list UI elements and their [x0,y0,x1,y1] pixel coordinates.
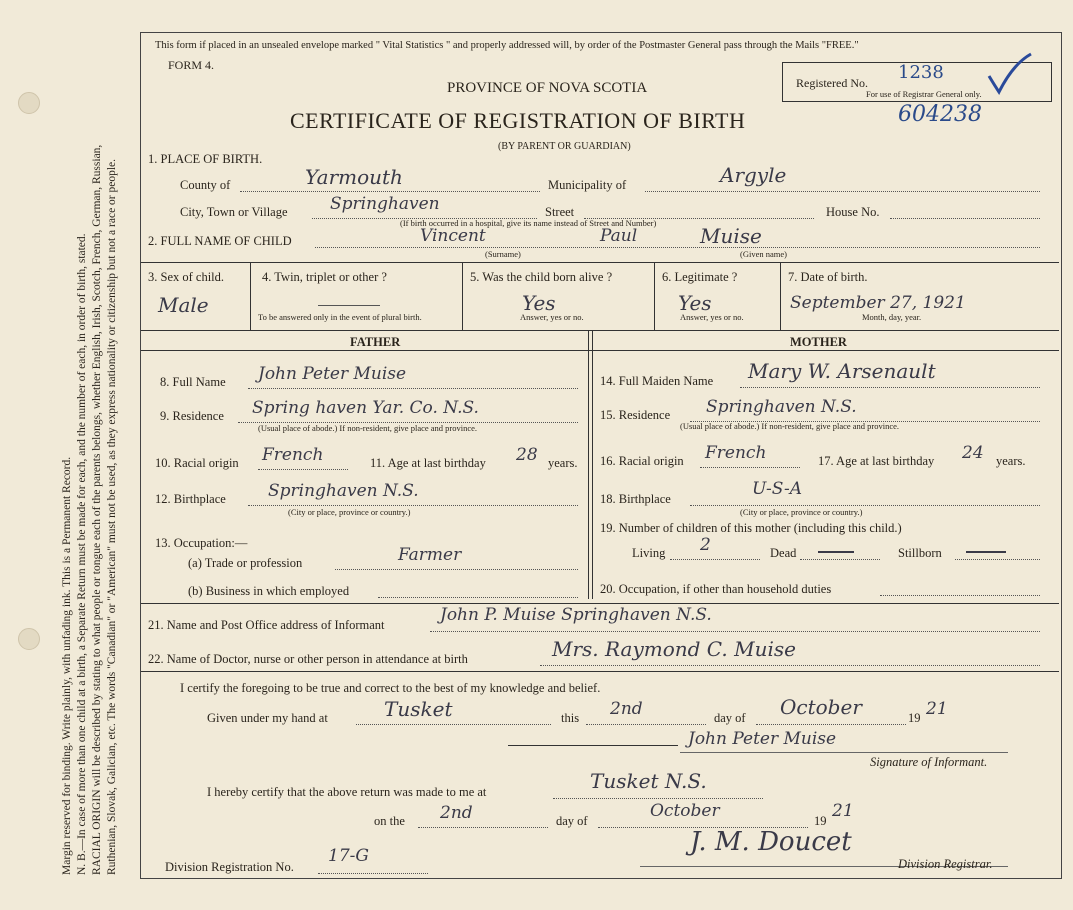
children-count-label: 19. Number of children of this mother (including this child.) [600,521,902,535]
trade-value: Farmer [398,545,462,565]
father-birthplace-label: 12. Birthplace [155,492,226,506]
registrar-signature: J. M. Doucet [690,827,852,857]
child-name-label: 2. FULL NAME OF CHILD [148,234,292,248]
margin-note-racial-2: Ruthenian, Slovak, Galician, etc. The words "Canadian" or "American" must not be used, as they express nationality or citizenship but not a race or people. [106,158,118,875]
city-value: Springhaven [330,194,440,214]
mother-racial-value: French [705,443,767,463]
registered-label: Registered No. [796,76,868,90]
date-value: September 27, 1921 [790,293,966,313]
county-value: Yarmouth [305,165,403,189]
year2-prefix: 19 [814,814,827,828]
child-name-first: Vincent [420,226,486,246]
hospital-note: (If birth occurred in a hospital, give its name instead of Street and Number) [400,218,657,228]
registered-number: 1238 [898,62,944,83]
sex-label: 3. Sex of child. [148,270,225,284]
informant-label: 21. Name and Post Office address of Informant [148,618,385,632]
informant-signature: John Peter Muise [688,729,837,749]
trade-label: (a) Trade or profession [188,556,303,570]
check-mark-icon [985,50,1035,101]
mother-heading: MOTHER [790,335,847,349]
living-label: Living [632,546,666,560]
signature-informant-label: Signature of Informant. [870,755,988,769]
day-of-label-2: day of [556,814,588,828]
province-heading: PROVINCE OF NOVA SCOTIA [447,80,648,96]
postal-notice: This form if placed in an unsealed envelope marked " Vital Statistics " and properly addressed will, by order of the Postmaster General pass through the Mails "FREE." [155,40,859,51]
place-of-birth-label: 1. PLACE OF BIRTH. [148,152,263,166]
informant-value: John P. Muise Springhaven N.S. [440,605,712,625]
child-name-middle: Paul [600,226,638,246]
doctor-label: 22. Name of Doctor, nurse or other person in attendance at birth [148,652,468,666]
given-place-value: Tusket [384,697,453,721]
father-birthplace-value: Springhaven N.S. [268,481,419,501]
municipality-label: Municipality of [548,178,627,192]
given-name-note: (Given name) [740,249,787,259]
division-registrar-label: Division Registrar. [898,857,993,871]
mother-residence-label: 15. Residence [600,408,671,422]
year2-value: 21 [832,801,854,821]
father-heading: FATHER [350,335,401,349]
certificate-subtitle: (BY PARENT OR GUARDIAN) [498,141,631,152]
binding-hole [18,628,40,650]
mother-birthplace-note: (City or place, province or country.) [740,507,863,517]
county-label: County of [180,178,231,192]
month2-value: October [650,801,720,821]
division-reg-label: Division Registration No. [165,860,294,874]
month-value: October [780,695,862,719]
date-note: Month, day, year. [862,312,922,322]
father-residence-label: 9. Residence [160,409,224,423]
alive-note: Answer, yes or no. [520,312,584,322]
father-years-label: years. [548,456,578,470]
on-the-label: on the [374,814,405,828]
alive-label: 5. Was the child born alive ? [470,270,613,284]
margin-note-racial: RACIAL ORIGIN will be described by stating to what people or tongue each of the parents belongs, whether English, Irish, Scotch, French, German, Russian, [91,144,103,875]
registered-note: For use of Registrar General only. [866,89,982,99]
mother-racial-label: 16. Racial origin [600,454,684,468]
doctor-value: Mrs. Raymond C. Muise [552,637,796,661]
alive-value: Yes [522,291,556,315]
given-under-hand-label: Given under my hand at [207,711,328,725]
form-number: FORM 4. [168,58,215,72]
twin-label: 4. Twin, triplet or other ? [262,270,387,284]
margin-note-nb: N. B.—In case of more than one child at a birth, a Separate Return must be made for each, and the number of each, in order of birth, stated. [76,233,88,875]
mother-birthplace-value: U-S-A [752,479,803,499]
sex-value: Male [158,293,209,317]
place2-value: Tusket N.S. [590,769,707,793]
day-of-label: day of [714,711,746,725]
mother-occupation-label: 20. Occupation, if other than household duties [600,582,832,596]
mother-residence-value: Springhaven N.S. [706,397,857,417]
binding-hole [18,92,40,114]
registry-number-handwritten: 604238 [898,102,982,127]
hereby-certify-label: I hereby certify that the above return was made to me at [207,785,487,799]
certify-statement: I certify the foregoing to be true and correct to the best of my knowledge and belief. [180,681,601,695]
year-prefix: 19 [908,711,921,725]
mother-name-label: 14. Full Maiden Name [600,374,714,388]
city-town-village-label: City, Town or Village [180,205,288,219]
municipality-value: Argyle [720,163,787,187]
twin-note: To be answered only in the event of plural birth. [258,312,422,322]
father-age-value: 28 [516,445,538,465]
mother-birthplace-label: 18. Birthplace [600,492,671,506]
child-surname: Muise [700,224,762,248]
house-no-label: House No. [826,205,880,219]
legitimate-note: Answer, yes or no. [680,312,744,322]
mother-residence-note: (Usual place of abode.) If non-resident, give place and province. [680,421,900,431]
margin-notes [60,145,120,875]
date-label: 7. Date of birth. [788,270,868,284]
father-residence-value: Spring haven Yar. Co. N.S. [252,398,479,418]
father-age-label: 11. Age at last birthday [370,456,486,470]
business-label: (b) Business in which employed [188,584,350,598]
mother-name-value: Mary W. Arsenault [748,359,936,383]
dead-label: Dead [770,546,797,560]
this-label: this [561,711,580,725]
year-value: 21 [926,699,948,719]
mother-age-label: 17. Age at last birthday [818,454,935,468]
father-residence-note: (Usual place of abode.) If non-resident, give place and province. [258,423,478,433]
this-day-value: 2nd [610,699,643,719]
certificate-title: CERTIFICATE OF REGISTRATION OF BIRTH [290,108,746,133]
father-racial-label: 10. Racial origin [155,456,239,470]
division-reg-value: 17-G [328,846,369,866]
day2-value: 2nd [440,803,473,823]
surname-note: (Surname) [485,249,521,259]
legitimate-label: 6. Legitimate ? [662,270,738,284]
legitimate-value: Yes [678,291,712,315]
occupation-label: 13. Occupation:— [155,536,248,550]
margin-note-binding: Margin reserved for binding. Write plainly, with unfading ink. This is a Permanent Record. [61,456,73,875]
father-name-label: 8. Full Name [160,375,226,389]
stillborn-label: Stillborn [898,546,942,560]
mother-age-value: 24 [962,443,984,463]
street-label: Street [545,205,575,219]
father-racial-value: French [262,445,324,465]
living-value: 2 [700,535,711,555]
father-birthplace-note: (City or place, province or country.) [288,507,411,517]
father-name-value: John Peter Muise [258,364,407,384]
mother-years-label: years. [996,454,1026,468]
